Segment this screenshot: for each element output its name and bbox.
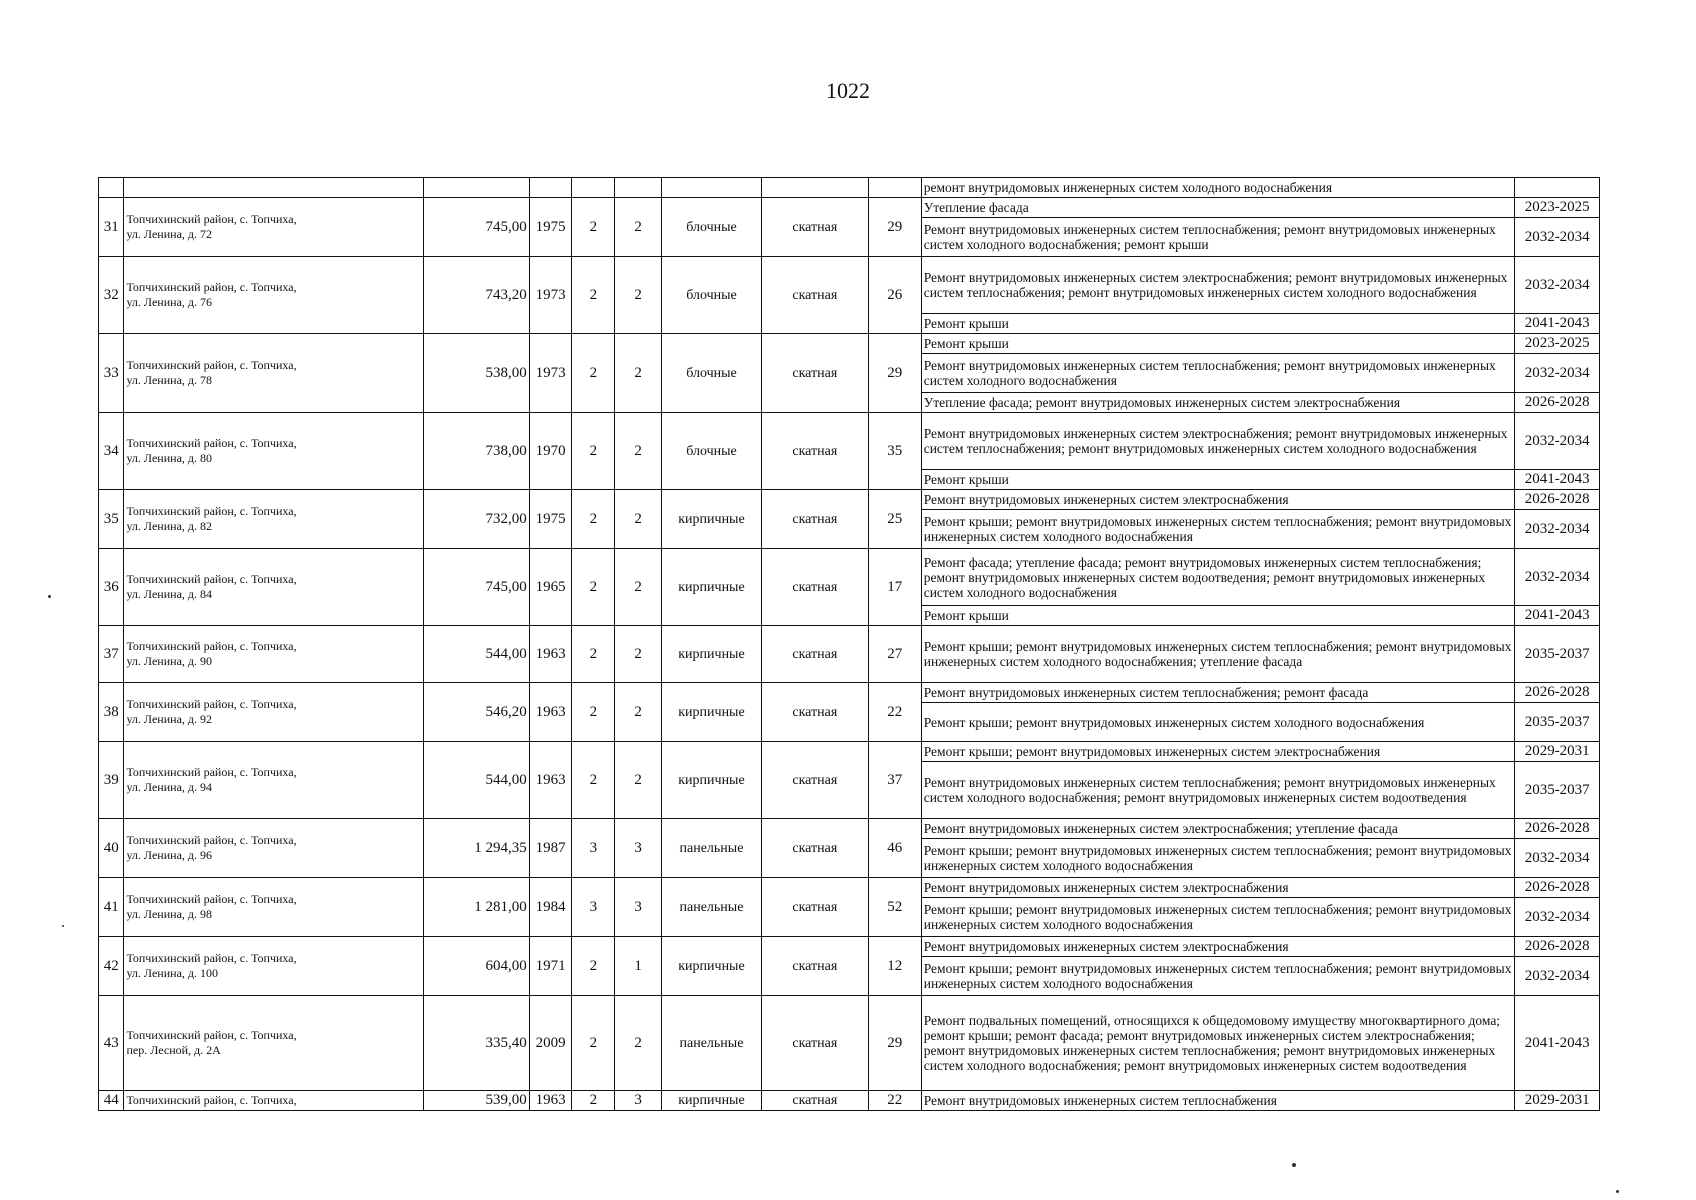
entrances-cell: 2 (615, 742, 662, 819)
address-line: Топчихинский район, с. Топчиха, (126, 212, 297, 226)
works-cell: Ремонт внутридомовых инженерных систем электроснабжения (921, 878, 1515, 898)
address-line: ул. Ленина, д. 78 (126, 373, 212, 387)
table-row (99, 257, 1600, 314)
count-cell: 26 (868, 257, 921, 334)
count-cell: 25 (868, 490, 921, 549)
count-cell: 29 (868, 198, 921, 257)
cell-empty (124, 178, 423, 198)
works-cell: Ремонт крыши; ремонт внутридомовых инженерных систем холодного водоснабжения (921, 703, 1515, 742)
works-cell: Ремонт крыши (921, 314, 1515, 334)
row-number: 43 (99, 996, 124, 1091)
address-line: ул. Ленина, д. 80 (126, 451, 212, 465)
table-row (99, 413, 1600, 470)
works-cell: Ремонт внутридомовых инженерных систем теплоснабжения; ремонт внутридомовых инженерных систем холодного водоснабжения; ремонт крыши (921, 218, 1515, 257)
table-row (99, 334, 1600, 354)
row-number: 41 (99, 878, 124, 937)
wall-material-cell: панельные (662, 996, 762, 1091)
address-line: Топчихинский район, с. Топчиха, (126, 280, 297, 294)
works-cell: Ремонт подвальных помещений, относящихся к общедомовому имуществу многоквартирного дома; ремонт крыши; ремонт фасада; ремонт внутридомовых инженерных систем электроснабжения; ремонт внутридомовых инженерных систем теплоснабжения; ремонт внутридомовых инженерных систем холодного водоснабжения; ремонт внутридомовых инженерных систем водоотведения (921, 996, 1515, 1091)
row-number: 31 (99, 198, 124, 257)
entrances-cell: 2 (615, 626, 662, 683)
address-line: ул. Ленина, д. 100 (126, 966, 218, 980)
table-row (99, 626, 1600, 683)
works-cell: Ремонт внутридомовых инженерных систем электроснабжения (921, 490, 1515, 510)
carry-over-row (99, 178, 1600, 198)
entrances-cell: 2 (615, 413, 662, 490)
address-line: ул. Ленина, д. 96 (126, 848, 212, 862)
year-cell: 1975 (529, 198, 572, 257)
roof-type-cell: скатная (761, 257, 868, 334)
year-cell: 1971 (529, 937, 572, 996)
address-cell (124, 549, 423, 626)
count-cell: 17 (868, 549, 921, 626)
wall-material-cell: кирпичные (662, 549, 762, 626)
roof-type-cell: скатная (761, 626, 868, 683)
wall-material-cell: кирпичные (662, 626, 762, 683)
table-row (99, 549, 1600, 606)
entrances-cell: 2 (615, 683, 662, 742)
wall-material-cell: панельные (662, 819, 762, 878)
address-line: Топчихинский район, с. Топчиха, (126, 639, 297, 653)
address-line: ул. Ленина, д. 72 (126, 227, 212, 241)
cell-empty (1515, 178, 1600, 198)
roof-type-cell: скатная (761, 490, 868, 549)
address-cell (124, 996, 423, 1091)
count-cell: 35 (868, 413, 921, 490)
year-cell: 1963 (529, 742, 572, 819)
cell-empty (662, 178, 762, 198)
address-cell (124, 198, 423, 257)
area-cell: 604,00 (423, 937, 529, 996)
area-cell: 1 281,00 (423, 878, 529, 937)
works-cell: Ремонт внутридомовых инженерных систем электроснабжения (921, 937, 1515, 957)
roof-type-cell: скатная (761, 742, 868, 819)
works-cell: Ремонт крыши; ремонт внутридомовых инженерных систем теплоснабжения; ремонт внутридомовых инженерных систем холодного водоснабжения (921, 957, 1515, 996)
row-number: 40 (99, 819, 124, 878)
floors-cell: 2 (572, 413, 615, 490)
works-cell: Ремонт крыши; ремонт внутридомовых инженерных систем теплоснабжения; ремонт внутридомовых инженерных систем холодного водоснабжения (921, 839, 1515, 878)
period-cell: 2023-2025 (1515, 198, 1600, 218)
address-line: Топчихинский район, с. Топчиха, (126, 951, 297, 965)
row-number: 34 (99, 413, 124, 490)
entrances-cell: 2 (615, 198, 662, 257)
address-line: Топчихинский район, с. Топчиха, (126, 572, 297, 586)
table-row (99, 1091, 1600, 1111)
works-cell: Ремонт внутридомовых инженерных систем теплоснабжения (921, 1091, 1515, 1111)
wall-material-cell: кирпичные (662, 742, 762, 819)
wall-material-cell: блочные (662, 334, 762, 413)
table-row (99, 490, 1600, 510)
address-cell (124, 1091, 423, 1111)
floors-cell: 2 (572, 1091, 615, 1111)
roof-type-cell: скатная (761, 413, 868, 490)
floors-cell: 2 (572, 742, 615, 819)
address-cell (124, 490, 423, 549)
cell-empty (99, 178, 124, 198)
scan-speck (62, 925, 64, 927)
row-number: 35 (99, 490, 124, 549)
roof-type-cell: скатная (761, 937, 868, 996)
period-cell: 2026-2028 (1515, 683, 1600, 703)
period-cell: 2032-2034 (1515, 354, 1600, 393)
entrances-cell: 2 (615, 996, 662, 1091)
works-cell: Ремонт внутридомовых инженерных систем теплоснабжения; ремонт внутридомовых инженерных систем холодного водоснабжения; ремонт внутридомовых инженерных систем водоотведения (921, 762, 1515, 819)
year-cell: 1963 (529, 626, 572, 683)
entrances-cell: 2 (615, 257, 662, 334)
count-cell: 46 (868, 819, 921, 878)
period-cell: 2032-2034 (1515, 510, 1600, 549)
floors-cell: 2 (572, 334, 615, 413)
entrances-cell: 3 (615, 1091, 662, 1111)
count-cell: 22 (868, 1091, 921, 1111)
row-number: 36 (99, 549, 124, 626)
floors-cell: 2 (572, 683, 615, 742)
works-cell: Ремонт внутридомовых инженерных систем теплоснабжения; ремонт фасада (921, 683, 1515, 703)
period-cell: 2041-2043 (1515, 606, 1600, 626)
floors-cell: 2 (572, 996, 615, 1091)
wall-material-cell: блочные (662, 413, 762, 490)
count-cell: 27 (868, 626, 921, 683)
roof-type-cell: скатная (761, 549, 868, 626)
count-cell: 37 (868, 742, 921, 819)
address-cell (124, 742, 423, 819)
works-cell: Ремонт внутридомовых инженерных систем теплоснабжения; ремонт внутридомовых инженерных систем холодного водоснабжения (921, 354, 1515, 393)
address-line: Топчихинский район, с. Топчиха, (126, 892, 297, 906)
entrances-cell: 2 (615, 334, 662, 413)
address-line: Топчихинский район, с. Топчиха, (126, 833, 297, 847)
floors-cell: 2 (572, 257, 615, 334)
works-cell: Ремонт крыши; ремонт внутридомовых инженерных систем теплоснабжения; ремонт внутридомовых инженерных систем холодного водоснабжения (921, 510, 1515, 549)
cell-empty (761, 178, 868, 198)
count-cell: 12 (868, 937, 921, 996)
entrances-cell: 2 (615, 490, 662, 549)
works-cell: Ремонт крыши; ремонт внутридомовых инженерных систем электроснабжения (921, 742, 1515, 762)
row-number: 32 (99, 257, 124, 334)
floors-cell: 2 (572, 626, 615, 683)
table-row (99, 742, 1600, 762)
area-cell: 732,00 (423, 490, 529, 549)
address-line: ул. Ленина, д. 84 (126, 587, 212, 601)
year-cell: 1963 (529, 683, 572, 742)
area-cell: 745,00 (423, 198, 529, 257)
floors-cell: 2 (572, 937, 615, 996)
period-cell: 2032-2034 (1515, 257, 1600, 314)
floors-cell: 2 (572, 490, 615, 549)
count-cell: 52 (868, 878, 921, 937)
roof-type-cell: скатная (761, 996, 868, 1091)
period-cell: 2023-2025 (1515, 334, 1600, 354)
address-cell (124, 334, 423, 413)
works-cell: ремонт внутридомовых инженерных систем холодного водоснабжения (921, 178, 1515, 198)
year-cell: 1970 (529, 413, 572, 490)
address-line: Топчихинский район, с. Топчиха, (126, 697, 297, 711)
count-cell: 29 (868, 996, 921, 1091)
address-cell (124, 626, 423, 683)
period-cell: 2032-2034 (1515, 549, 1600, 606)
area-cell: 335,40 (423, 996, 529, 1091)
period-cell: 2026-2028 (1515, 937, 1600, 957)
entrances-cell: 1 (615, 937, 662, 996)
floors-cell: 3 (572, 878, 615, 937)
roof-type-cell: скатная (761, 878, 868, 937)
address-line: пер. Лесной, д. 2А (126, 1043, 221, 1057)
period-cell: 2032-2034 (1515, 957, 1600, 996)
floors-cell: 3 (572, 819, 615, 878)
area-cell: 546,20 (423, 683, 529, 742)
period-cell: 2032-2034 (1515, 898, 1600, 937)
year-cell: 1973 (529, 257, 572, 334)
scan-speck (48, 595, 51, 598)
cell-empty (423, 178, 529, 198)
table-row (99, 198, 1600, 218)
area-cell: 538,00 (423, 334, 529, 413)
period-cell: 2032-2034 (1515, 218, 1600, 257)
area-cell: 544,00 (423, 742, 529, 819)
address-line: ул. Ленина, д. 90 (126, 654, 212, 668)
address-line: Топчихинский район, с. Топчиха, (126, 436, 297, 450)
address-cell (124, 413, 423, 490)
year-cell: 1987 (529, 819, 572, 878)
wall-material-cell: кирпичные (662, 937, 762, 996)
roof-type-cell: скатная (761, 198, 868, 257)
works-cell: Утепление фасада (921, 198, 1515, 218)
row-number: 38 (99, 683, 124, 742)
address-cell (124, 257, 423, 334)
period-cell: 2041-2043 (1515, 996, 1600, 1091)
period-cell: 2035-2037 (1515, 626, 1600, 683)
period-cell: 2041-2043 (1515, 314, 1600, 334)
address-line: Топчихинский район, с. Топчиха, (126, 1028, 297, 1042)
works-cell: Ремонт крыши (921, 334, 1515, 354)
count-cell: 22 (868, 683, 921, 742)
works-cell: Ремонт крыши (921, 470, 1515, 490)
area-cell: 743,20 (423, 257, 529, 334)
count-cell: 29 (868, 334, 921, 413)
period-cell: 2026-2028 (1515, 490, 1600, 510)
address-cell (124, 819, 423, 878)
roof-type-cell: скатная (761, 334, 868, 413)
period-cell: 2026-2028 (1515, 393, 1600, 413)
works-cell: Ремонт внутридомовых инженерных систем электроснабжения; ремонт внутридомовых инженерных систем теплоснабжения; ремонт внутридомовых инженерных систем холодного водоснабжения (921, 257, 1515, 314)
wall-material-cell: кирпичные (662, 490, 762, 549)
year-cell: 1975 (529, 490, 572, 549)
works-cell: Ремонт крыши; ремонт внутридомовых инженерных систем теплоснабжения; ремонт внутридомовых инженерных систем холодного водоснабжения; утепление фасада (921, 626, 1515, 683)
area-cell: 738,00 (423, 413, 529, 490)
wall-material-cell: кирпичные (662, 683, 762, 742)
address-line: Топчихинский район, с. Топчиха, (126, 765, 297, 779)
repair-register-table (98, 177, 1600, 1111)
wall-material-cell: панельные (662, 878, 762, 937)
wall-material-cell: блочные (662, 257, 762, 334)
period-cell: 2029-2031 (1515, 1091, 1600, 1111)
table-row (99, 996, 1600, 1091)
address-cell (124, 683, 423, 742)
scan-speck (1292, 1163, 1296, 1167)
row-number: 33 (99, 334, 124, 413)
area-cell: 539,00 (423, 1091, 529, 1111)
scan-speck (1616, 1190, 1619, 1193)
year-cell: 1963 (529, 1091, 572, 1111)
period-cell: 2026-2028 (1515, 878, 1600, 898)
floors-cell: 2 (572, 549, 615, 626)
works-cell: Ремонт крыши (921, 606, 1515, 626)
works-cell: Утепление фасада; ремонт внутридомовых инженерных систем электроснабжения (921, 393, 1515, 413)
cell-empty (572, 178, 615, 198)
address-line: ул. Ленина, д. 98 (126, 907, 212, 921)
table-row (99, 683, 1600, 703)
works-cell: Ремонт крыши; ремонт внутридомовых инженерных систем теплоснабжения; ремонт внутридомовых инженерных систем холодного водоснабжения (921, 898, 1515, 937)
address-line: Топчихинский район, с. Топчиха, (126, 358, 297, 372)
cell-empty (615, 178, 662, 198)
area-cell: 544,00 (423, 626, 529, 683)
year-cell: 1984 (529, 878, 572, 937)
period-cell: 2032-2034 (1515, 413, 1600, 470)
year-cell: 2009 (529, 996, 572, 1091)
area-cell: 1 294,35 (423, 819, 529, 878)
address-line: ул. Ленина, д. 82 (126, 519, 212, 533)
row-number: 37 (99, 626, 124, 683)
works-cell: Ремонт фасада; утепление фасада; ремонт внутридомовых инженерных систем теплоснабжения; ремонт внутридомовых инженерных систем водоотведения; ремонт внутридомовых инженерных систем холодного водоснабжения (921, 549, 1515, 606)
entrances-cell: 3 (615, 819, 662, 878)
roof-type-cell: скатная (761, 1091, 868, 1111)
table-row (99, 819, 1600, 839)
period-cell: 2041-2043 (1515, 470, 1600, 490)
table-row (99, 878, 1600, 898)
year-cell: 1973 (529, 334, 572, 413)
period-cell: 2035-2037 (1515, 762, 1600, 819)
works-cell: Ремонт внутридомовых инженерных систем электроснабжения; ремонт внутридомовых инженерных систем теплоснабжения; ремонт внутридомовых инженерных систем холодного водоснабжения (921, 413, 1515, 470)
wall-material-cell: кирпичные (662, 1091, 762, 1111)
page-number: 1022 (826, 78, 870, 103)
area-cell: 745,00 (423, 549, 529, 626)
wall-material-cell: блочные (662, 198, 762, 257)
period-cell: 2032-2034 (1515, 839, 1600, 878)
entrances-cell: 3 (615, 878, 662, 937)
row-number: 39 (99, 742, 124, 819)
period-cell: 2035-2037 (1515, 703, 1600, 742)
address-cell (124, 878, 423, 937)
period-cell: 2026-2028 (1515, 819, 1600, 839)
address-line: Топчихинский район, с. Топчиха, (126, 504, 297, 518)
roof-type-cell: скатная (761, 819, 868, 878)
row-number: 44 (99, 1091, 124, 1111)
period-cell: 2029-2031 (1515, 742, 1600, 762)
year-cell: 1965 (529, 549, 572, 626)
roof-type-cell: скатная (761, 683, 868, 742)
works-cell: Ремонт внутридомовых инженерных систем электроснабжения; утепление фасада (921, 819, 1515, 839)
address-line: ул. Ленина, д. 94 (126, 780, 212, 794)
address-line: ул. Ленина, д. 92 (126, 712, 212, 726)
cell-empty (868, 178, 921, 198)
address-line: Топчихинский район, с. Топчиха, (126, 1093, 297, 1107)
cell-empty (529, 178, 572, 198)
floors-cell: 2 (572, 198, 615, 257)
address-cell (124, 937, 423, 996)
row-number: 42 (99, 937, 124, 996)
address-line: ул. Ленина, д. 76 (126, 295, 212, 309)
entrances-cell: 2 (615, 549, 662, 626)
table-row (99, 937, 1600, 957)
